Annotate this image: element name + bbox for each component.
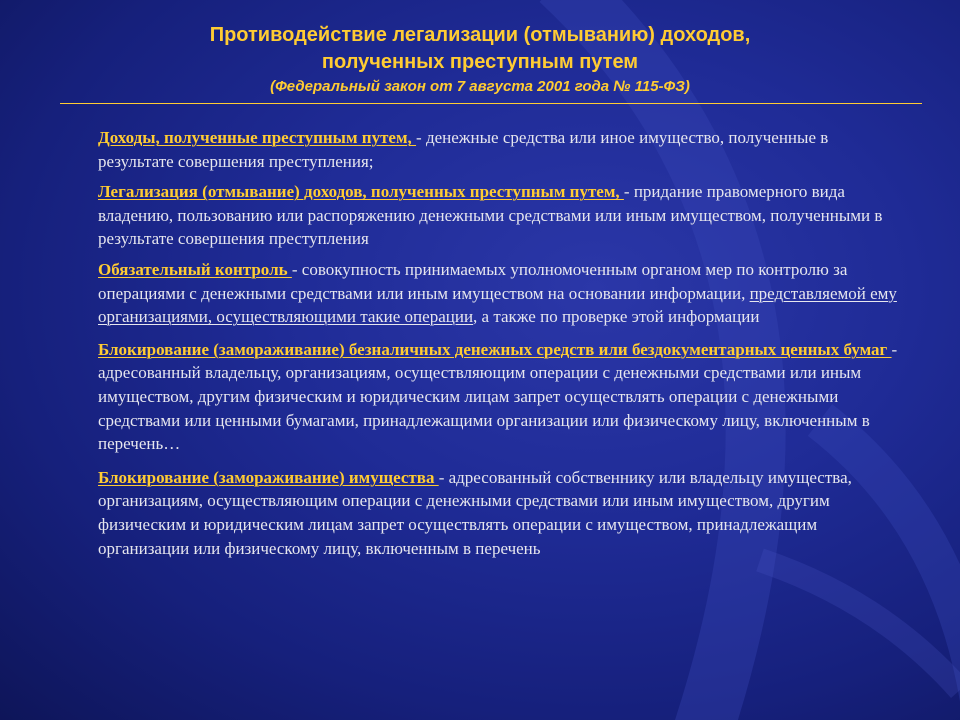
definition-text-tail: , а также по проверке этой информации [473,307,760,327]
definition-item [98,466,898,560]
definition-term[interactable]: Легализация (отмывание) доходов, полученных преступным путем, [98,182,624,202]
definition-text: - придание правомерного вида владению, пользованию или распоряжению денежными средствами или иным имуществом, полученными в результате совершения преступления [98,182,883,249]
title-divider [60,103,922,104]
definition-text: - денежные средства или иное имущество, полученные в результате совершения преступления; [98,128,829,171]
definition-item [98,180,898,251]
definition-item [98,338,898,456]
definition-term[interactable]: Доходы, полученные преступным путем, [98,128,417,147]
definition-text-underlined: представляемой ему организациями, осуществляющими такие операции [98,283,897,327]
definitions-list [98,126,898,567]
definition-text: - совокупность принимаемых уполномоченным органом мер по контролю за операциями с денежными средствами или иным имуществом на основании информации, [98,259,848,303]
definition-item [98,126,898,173]
title-line-2: полученных преступным путем [321,51,639,73]
slide-title [60,22,900,98]
definition-term[interactable]: Блокирование (замораживание) безналичных денежных средств или бездокументарных ценных бумаг [98,339,892,359]
swoosh-arc-3 [760,560,960,690]
definition-term[interactable]: Обязательный контроль [98,259,292,279]
title-line-1: Противодействие легализации (отмыванию) доходов, [209,24,751,46]
definition-text: - адресованный собственнику или владельцу имущества, организациям, осуществляющим операции с денежными средствами или иным имуществом, другим физическим и юридическим лицам запрет осуществлять операции с имуществом, принадлежащим организации или физическому лицу, включенным в перечень [98,467,852,558]
definition-text: - адресованный владельцу, организациям, осуществляющим операции с денежными средствами или иным имуществом, другим физическим и юридическим лицам запрет осуществлять операции с денежными средствами или ценными бумагами, принадлежащими организации или физическому лицу, включенным в перечень… [98,339,898,454]
definition-term[interactable]: Блокирование (замораживание) имущества [98,467,439,487]
title-subtitle: (Федеральный закон от 7 августа 2001 года № 115-ФЗ) [270,78,690,95]
definition-item [98,258,898,329]
